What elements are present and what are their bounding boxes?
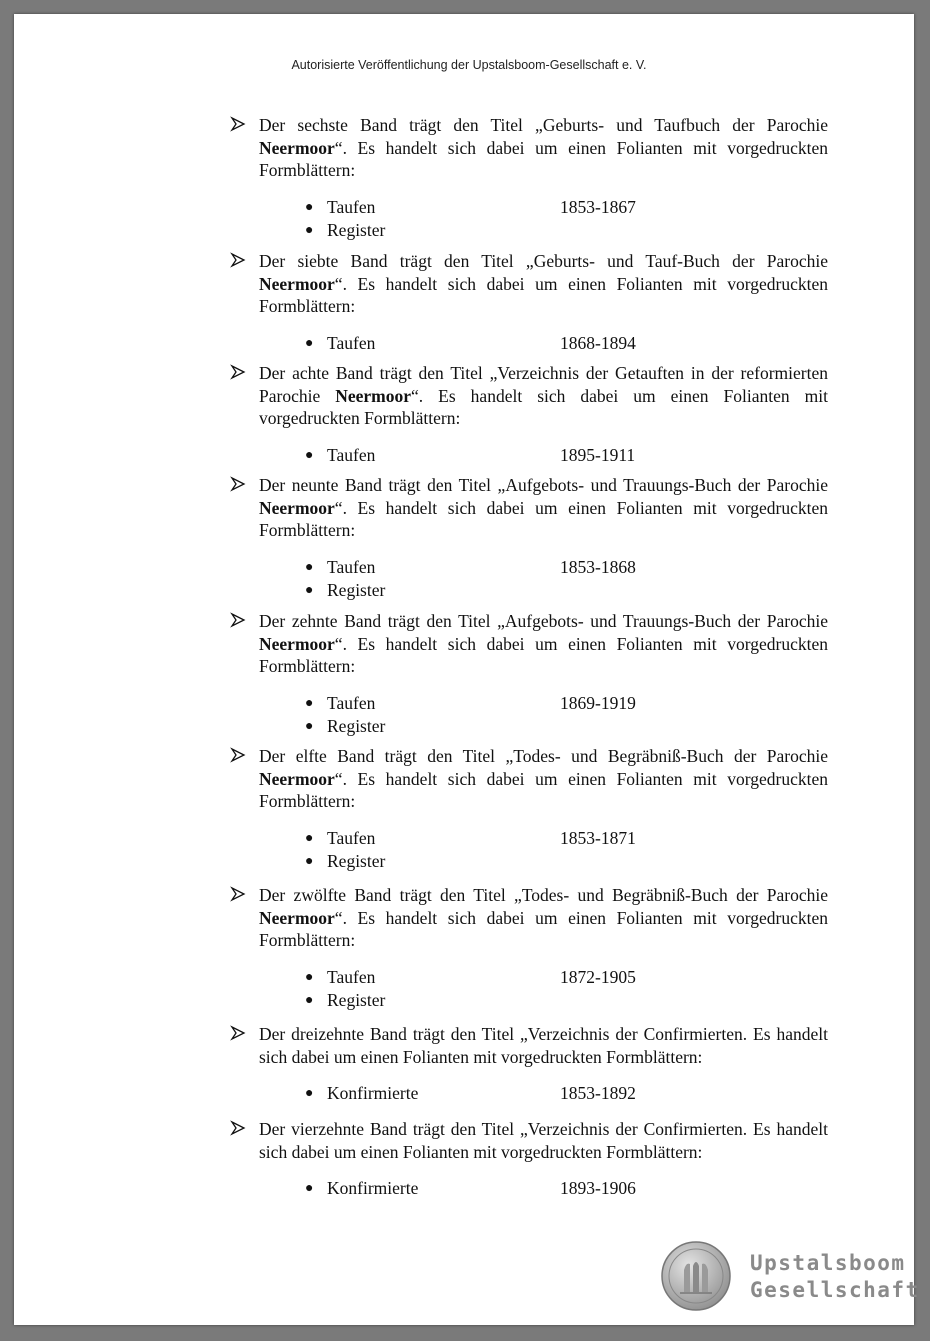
bullet-icon: ● (305, 222, 314, 238)
bullet-icon: ● (305, 199, 314, 215)
bullet-icon: ● (305, 695, 314, 711)
record-list (230, 332, 828, 355)
volume-entry (230, 745, 828, 873)
list-item: ● Taufen 1853-1871 (305, 827, 636, 848)
entry-text: Der neunte Band trägt den Titel „Aufgebots- und Trauungs-Buch der Parochie Neermoor“. Es handelt sich dabei um einen Folianten mit vorgedruckten Formblättern: (259, 475, 828, 540)
arrowhead-bullet-icon (230, 252, 246, 268)
volume-entry (230, 884, 828, 1012)
record-list (230, 556, 828, 602)
record-list (230, 1082, 828, 1105)
bullet-icon: ● (305, 1181, 314, 1196)
list-item: ● Taufen 1853-1867 (305, 196, 636, 217)
arrowhead-bullet-icon (230, 1025, 246, 1041)
record-list (230, 966, 828, 1012)
bullet-icon: ● (305, 559, 314, 575)
record-list (230, 827, 828, 873)
logo-wordmark: Upstalsboom Gesellschaft (750, 1251, 920, 1302)
volume-entry (230, 1118, 828, 1200)
record-list (230, 692, 828, 738)
volume-entry (230, 474, 828, 602)
entry-text: Der siebte Band trägt den Titel „Geburts- und Tauf-Buch der Parochie Neermoor“. Es handelt sich dabei um einen Folianten mit vorgedruckten Formblättern: (259, 251, 828, 316)
bullet-icon: ● (305, 830, 314, 846)
entry-text: Der dreizehnte Band trägt den Titel „Verzeichnis der Confirmierten. Es handelt sich dabei um einen Folianten mit vorgedruckten Formblättern: (259, 1024, 828, 1067)
society-logo (656, 1240, 920, 1316)
list-item: ● Register (305, 989, 386, 1010)
arrowhead-bullet-icon (230, 476, 246, 492)
document-page (14, 14, 920, 1325)
arrowhead-bullet-icon (230, 116, 246, 132)
bullet-icon: ● (305, 335, 314, 351)
bullet-icon: ● (305, 447, 314, 463)
entry-text: Der achte Band trägt den Titel „Verzeichnis der Getauften in der reformierten Parochie Neermoor“. Es handelt sich dabei um einen Folianten mit vorgedruckten Formblättern: (259, 363, 828, 428)
arrowhead-bullet-icon (230, 612, 246, 628)
volume-entry (230, 1023, 828, 1105)
bullet-icon: ● (305, 1086, 314, 1101)
page-header: Autorisierte Veröffentlichung der Upstalsboom-Gesellschaft e. V. (291, 58, 647, 72)
arrowhead-bullet-icon (230, 886, 246, 902)
list-item: ● Register (305, 850, 386, 871)
list-item: ● Register (305, 715, 386, 736)
list-item: ● Konfirmierte 1893-1906 (305, 1178, 636, 1198)
entry-text: Der zehnte Band trägt den Titel „Aufgebots- und Trauungs-Buch der Parochie Neermoor“. Es handelt sich dabei um einen Folianten mit vorgedruckten Formblättern: (259, 611, 828, 676)
bullet-icon: ● (305, 582, 314, 598)
bullet-icon: ● (305, 969, 314, 985)
arrowhead-bullet-icon (230, 1120, 246, 1136)
seal-icon (660, 1240, 732, 1312)
list-item: ● Taufen 1872-1905 (305, 966, 636, 987)
bullet-icon: ● (305, 992, 314, 1008)
volume-entry (230, 250, 828, 355)
list-item: ● Taufen 1895-1911 (305, 444, 636, 465)
bullet-icon: ● (305, 718, 314, 734)
list-item: ● Register (305, 579, 386, 600)
list-item: ● Konfirmierte 1853-1892 (305, 1083, 636, 1103)
record-list (230, 444, 828, 467)
entry-text: Der vierzehnte Band trägt den Titel „Verzeichnis der Confirmierten. Es handelt sich dabei um einen Folianten mit vorgedruckten Formblättern: (259, 1119, 828, 1162)
volume-entry (230, 362, 828, 467)
record-list (230, 196, 828, 242)
record-list (230, 1177, 828, 1200)
bullet-icon: ● (305, 853, 314, 869)
entry-text: Der zwölfte Band trägt den Titel „Todes- und Begräbniß-Buch der Parochie Neermoor“. Es handelt sich dabei um einen Folianten mit vorgedruckten Formblättern: (259, 885, 828, 950)
entry-text: Der elfte Band trägt den Titel „Todes- und Begräbniß-Buch der Parochie Neermoor“. Es handelt sich dabei um einen Folianten mit vorgedruckten Formblättern: (259, 746, 828, 811)
arrowhead-bullet-icon (230, 364, 246, 380)
list-item: ● Register (305, 219, 386, 240)
list-item: ● Taufen 1853-1868 (305, 556, 636, 577)
volume-list (14, 14, 914, 1325)
volume-entry (230, 114, 828, 242)
list-item: ● Taufen 1869-1919 (305, 692, 636, 713)
arrowhead-bullet-icon (230, 747, 246, 763)
entry-text: Der sechste Band trägt den Titel „Geburts- und Taufbuch der Parochie Neermoor“. Es handelt sich dabei um einen Folianten mit vorgedruckten Formblättern: (259, 115, 828, 180)
volume-entry (230, 610, 828, 738)
list-item: ● Taufen 1868-1894 (305, 332, 636, 353)
